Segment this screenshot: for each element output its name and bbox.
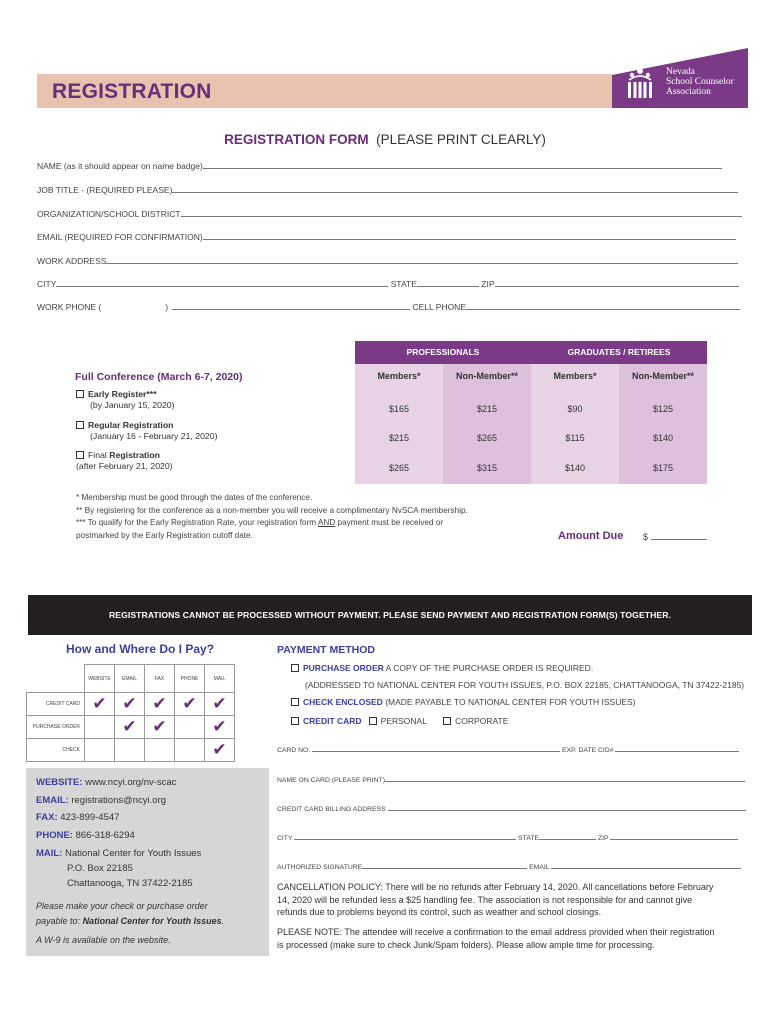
checkbox[interactable] xyxy=(76,451,84,459)
check-icon: ✔ xyxy=(115,693,145,716)
signature-field[interactable]: AUTHORIZED SIGNATURE EMAIL xyxy=(277,862,741,871)
price-column-grad-members: Members* $90 $115 $140 xyxy=(531,364,619,484)
checkbox[interactable] xyxy=(76,421,84,429)
name-on-card-field[interactable]: NAME ON CARD (PLEASE PRINT) xyxy=(277,775,745,784)
checkbox[interactable] xyxy=(76,390,84,398)
work-address-field[interactable]: WORK ADDRESS xyxy=(37,255,738,266)
checkbox[interactable] xyxy=(369,717,377,725)
early-register-option[interactable]: Early Register*** (by January 15, 2020) xyxy=(76,389,175,411)
amount-due-field[interactable]: $ xyxy=(643,531,707,542)
check-icon: ✔ xyxy=(145,716,175,739)
check-icon: ✔ xyxy=(205,716,235,739)
billing-city-field[interactable]: CITY STATE ZIP xyxy=(277,833,738,842)
graduates-header: GRADUATES / RETIREES xyxy=(531,341,707,364)
check-enclosed-option[interactable]: CHECK ENCLOSED (MADE PAYABLE TO NATIONAL CENTER FOR YOUTH ISSUES) xyxy=(291,697,636,707)
job-title-field[interactable]: JOB TITLE - (REQUIRED PLEASE) xyxy=(37,184,738,195)
website-link[interactable]: www.ncyi.org/nv-scac xyxy=(85,777,177,788)
payment-method-title: PAYMENT METHOD xyxy=(277,644,376,656)
email-field[interactable]: EMAIL (REQUIRED FOR CONFIRMATION) xyxy=(37,231,736,242)
purchase-order-option[interactable]: PURCHASE ORDER A COPY OF THE PURCHASE ORDER IS REQUIRED. xyxy=(291,663,593,673)
organization-field[interactable]: ORGANIZATION/SCHOOL DISTRICT xyxy=(37,208,742,219)
checkbox[interactable] xyxy=(291,698,299,706)
contact-info-box: WEBSITE: www.ncyi.org/nv-scac EMAIL: registrations@ncyi.org FAX: 423-899-4547 PHONE: 866-318-6294 MAIL: National Center for Youth Issues P.O. Box 22185 Chattanooga, TN 37422-2185 Please make your check or purchase order payable to: National Center for Youth Issues. A W-9 is available on the website. xyxy=(26,768,269,956)
email-link[interactable]: registrations@ncyi.org xyxy=(71,795,167,806)
checkbox[interactable] xyxy=(291,717,299,725)
city-state-zip-field[interactable]: CITY STATE ZIP xyxy=(37,278,739,289)
checkbox[interactable] xyxy=(291,664,299,672)
form-title: REGISTRATION FORM (PLEASE PRINT CLEARLY) xyxy=(224,132,546,147)
how-to-pay-title: How and Where Do I Pay? xyxy=(66,642,215,656)
conference-title: Full Conference (March 6-7, 2020) xyxy=(75,371,243,383)
card-number-field[interactable]: CARD NO. EXP. DATE CID# xyxy=(277,745,739,754)
cancellation-policy: CANCELLATION POLICY: There will be no refunds after February 14, 2020. All cancellations before February 14, 2020 will be refunded less a $25 handling fee. The association is not responsible for and cannot give refunds due to problems beyond its control, such as weather and school closings. xyxy=(277,882,714,917)
phone-field[interactable]: WORK PHONE ( ) CELL PHONE xyxy=(37,301,740,312)
payment-warning-banner: REGISTRATIONS CANNOT BE PROCESSED WITHOUT PAYMENT. PLEASE SEND PAYMENT AND REGISTRATION FORM(S) TOGETHER. xyxy=(28,595,752,635)
checkbox[interactable] xyxy=(443,717,451,725)
check-icon: ✔ xyxy=(145,693,175,716)
po-address: (ADDRESSED TO NATIONAL CENTER FOR YOUTH ISSUES, P.O. BOX 22185, CHATTANOOGA, TN 37422-2185) xyxy=(305,680,745,690)
logo-text: Nevada School Counselor Association xyxy=(666,67,734,97)
check-icon: ✔ xyxy=(205,739,235,762)
amount-due-label: Amount Due xyxy=(558,530,624,542)
check-icon: ✔ xyxy=(85,693,115,716)
credit-card-option[interactable]: CREDIT CARD PERSONAL CORPORATE xyxy=(291,716,508,726)
billing-address-field[interactable]: CREDIT CARD BILLING ADDRESS xyxy=(277,804,746,813)
payment-options-grid: WEBSITE EMAIL FAX PHONE MAIL CREDIT CARD ✔ ✔ ✔ ✔ ✔ PURCHASE ORDER ✔ ✔ ✔ CHECK ✔ xyxy=(26,664,235,762)
check-icon: ✔ xyxy=(115,716,145,739)
price-column-grad-nonmembers: Non-Member** $125 $140 $175 xyxy=(619,364,707,484)
confirmation-note: PLEASE NOTE: The attendee will receive a confirmation to the email address provided when their registration is processed (make sure to check Junk/Spam folders). Please allow ample time for processing. xyxy=(277,927,715,950)
regular-registration-option[interactable]: Regular Registration (January 16 - February 21, 2020) xyxy=(76,420,217,442)
price-column-prof-members: Members* $165 $215 $265 xyxy=(355,364,443,484)
name-field[interactable]: NAME (as it should appear on name badge) xyxy=(37,160,722,171)
check-icon: ✔ xyxy=(175,693,205,716)
membership-notes: * Membership must be good through the dates of the conference. ** By registering for the conference as a non-member you will receive a complimentary NvSCA membership. *** To qualify for the Early Registration Rate, your registration form AND payment must be received or postmarked by the Early Registration cutoff date. xyxy=(76,493,468,540)
professionals-header: PROFESSIONALS xyxy=(355,341,531,364)
association-logo-icon xyxy=(623,66,657,100)
check-icon: ✔ xyxy=(205,693,235,716)
final-registration-option[interactable]: Final Registration (after February 21, 2020) xyxy=(76,450,173,471)
price-column-prof-nonmembers: Non-Member** $215 $265 $315 xyxy=(443,364,531,484)
page-title: REGISTRATION xyxy=(52,80,212,103)
